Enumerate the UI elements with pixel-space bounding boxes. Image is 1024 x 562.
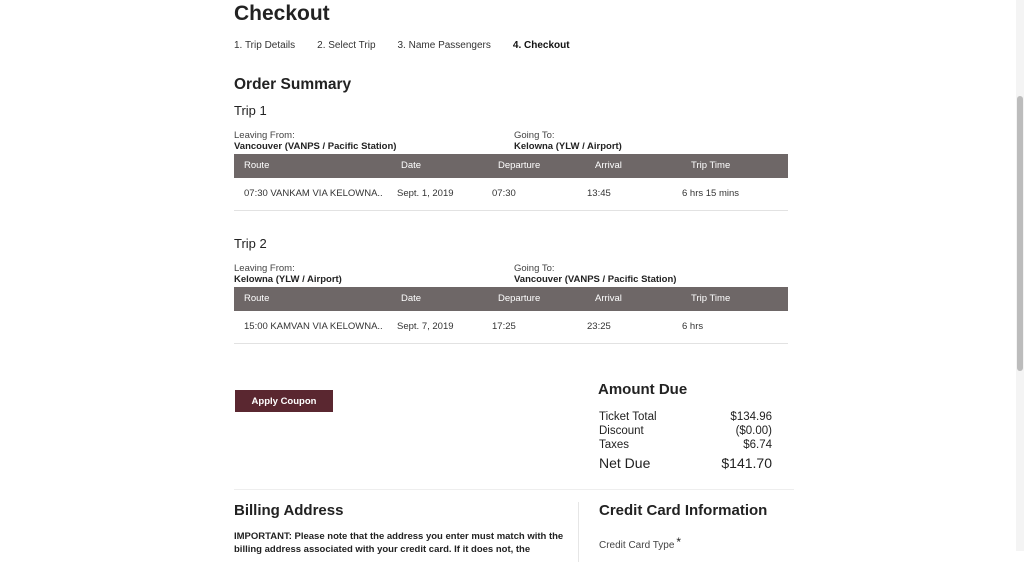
trip-2-leaving-label: Leaving From: [234, 263, 295, 274]
required-marker: * [676, 535, 682, 549]
section-divider [234, 489, 794, 490]
step-name-passengers[interactable]: 3. Name Passengers [397, 40, 491, 51]
credit-card-type-label [599, 535, 681, 551]
taxes-label: Taxes [599, 439, 630, 451]
trip-2-table-header [234, 287, 788, 311]
column-divider [578, 502, 579, 562]
table-row [234, 311, 788, 344]
column-header-trip-time: Trip Time [691, 293, 731, 304]
credit-card-type-text: Credit Card Type [599, 540, 675, 551]
table-row [234, 178, 788, 211]
trip-2-title: Trip 2 [234, 236, 267, 251]
discount-label: Discount [599, 425, 644, 437]
credit-card-heading: Credit Card Information [599, 502, 768, 519]
cell-trip-time: 6 hrs [682, 321, 704, 332]
trip-1-leaving-label: Leaving From: [234, 130, 295, 141]
cell-date: Sept. 7, 2019 [397, 321, 454, 332]
column-header-route: Route [244, 160, 270, 171]
trip-1-going-label: Going To: [514, 130, 555, 141]
amount-due-heading: Amount Due [598, 381, 688, 398]
cell-route: 07:30 VANKAM VIA KELOWNA.. [244, 188, 383, 199]
trip-1-leaving-value: Vancouver (VANPS / Pacific Station) [234, 141, 397, 152]
taxes-value: $6.74 [743, 439, 772, 451]
column-header-date: Date [401, 160, 422, 171]
order-summary-heading: Order Summary [234, 76, 352, 93]
cell-arrival: 23:25 [587, 321, 611, 332]
trip-1-table [234, 154, 788, 211]
column-header-departure: Departure [498, 160, 541, 171]
page-title: Checkout [234, 2, 330, 25]
step-trip-details[interactable]: 1. Trip Details [234, 40, 296, 51]
step-checkout: 4. Checkout [512, 40, 570, 51]
column-header-arrival: Arrival [595, 293, 622, 304]
ticket-total-label: Ticket Total [599, 411, 657, 423]
trip-2-table [234, 287, 788, 344]
column-header-trip-time: Trip Time [691, 160, 731, 171]
column-header-arrival: Arrival [595, 160, 622, 171]
checkout-steps [234, 40, 592, 51]
scrollbar-thumb[interactable] [1017, 96, 1023, 371]
cell-date: Sept. 1, 2019 [397, 188, 454, 199]
cell-departure: 07:30 [492, 188, 516, 199]
net-due-label: Net Due [599, 455, 651, 471]
trip-2-leaving-value: Kelowna (YLW / Airport) [234, 274, 342, 285]
column-header-route: Route [244, 293, 270, 304]
cell-departure: 17:25 [492, 321, 516, 332]
cell-arrival: 13:45 [587, 188, 611, 199]
apply-coupon-button[interactable]: Apply Coupon [235, 390, 333, 412]
trip-1-title: Trip 1 [234, 103, 267, 118]
ticket-total-value: $134.96 [730, 411, 772, 423]
billing-address-heading: Billing Address [234, 502, 344, 519]
trip-1-going-value: Kelowna (YLW / Airport) [514, 141, 622, 152]
cell-route: 15:00 KAMVAN VIA KELOWNA.. [244, 321, 383, 332]
trip-2-going-value: Vancouver (VANPS / Pacific Station) [514, 274, 677, 285]
net-due-value: $141.70 [721, 455, 772, 471]
scrollbar[interactable] [1016, 0, 1024, 551]
trip-1-table-header [234, 154, 788, 178]
trip-2-going-label: Going To: [514, 263, 555, 274]
billing-important-note: IMPORTANT: Please note that the address you enter must match with the billing address associated with your credit card. If it does not, the [234, 531, 564, 555]
column-header-departure: Departure [498, 293, 541, 304]
discount-value: ($0.00) [735, 425, 772, 437]
cell-trip-time: 6 hrs 15 mins [682, 188, 740, 199]
step-select-trip[interactable]: 2. Select Trip [317, 40, 376, 51]
column-header-date: Date [401, 293, 422, 304]
